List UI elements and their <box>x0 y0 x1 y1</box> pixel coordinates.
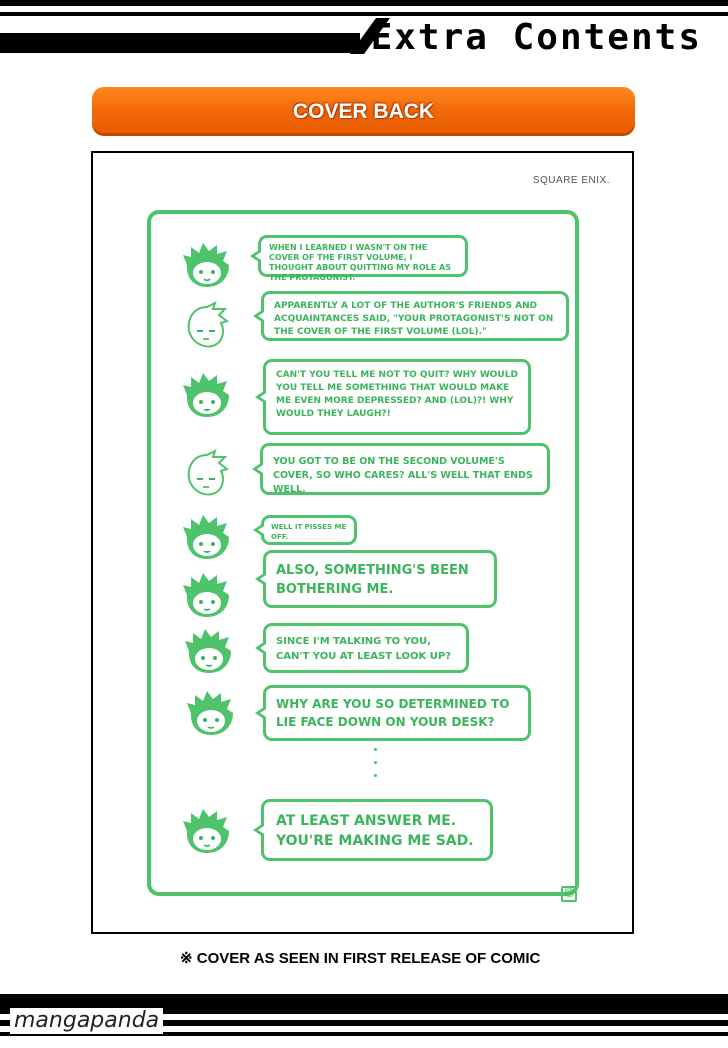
header-stripe <box>0 12 728 16</box>
chat-bubble: WELL IT PISSES ME OFF. <box>261 515 357 545</box>
chat-bubble: WHY ARE YOU SO DETERMINED TO LIE FACE DOWN ON YOUR DESK? <box>263 685 531 741</box>
chat-bubble: CAN'T YOU TELL ME NOT TO QUIT? WHY WOULD YOU TELL ME SOMETHING THAT WOULD MAKE ME EVEN MORE DEPRESSED? AND (LOL)?! WHY WOULD THEY LAUGH?! <box>263 359 531 435</box>
chat-bubble: YOU GOT TO BE ON THE SECOND VOLUME'S COVER, SO WHO CARES? ALL'S WELL THAT ENDS WELL. <box>260 443 550 495</box>
watermark-logo: mangapanda <box>10 1008 163 1034</box>
green-hair-character-icon <box>181 241 231 291</box>
banner-label: COVER BACK <box>292 99 435 123</box>
header-stripe <box>0 33 360 53</box>
ellipsis-dots <box>374 748 380 787</box>
publisher-logo: SQUARE ENIX. <box>532 175 610 186</box>
green-hair-character-icon <box>181 513 231 563</box>
green-hair-character-icon <box>181 371 231 421</box>
green-hair-character-icon <box>181 807 231 857</box>
header-stripe <box>0 0 728 6</box>
green-hair-character-icon <box>185 689 235 739</box>
white-hair-character-icon <box>181 301 231 351</box>
chat-bubble: ALSO, SOMETHING'S BEEN BOTHERING ME. <box>263 550 497 608</box>
white-hair-character-icon <box>181 449 231 499</box>
green-hair-character-icon <box>183 627 233 677</box>
chat-bubble: APPARENTLY A LOT OF THE AUTHOR'S FRIENDS AND ACQUAINTANCES SAID, "YOUR PROTAGONIST'S NOT ON THE COVER OF THE FIRST VOLUME (LOL)." <box>261 291 569 341</box>
chat-bubble: SINCE I'M TALKING TO YOU, CAN'T YOU AT LEAST LOOK UP? <box>263 623 469 673</box>
section-banner <box>92 87 635 136</box>
cover-caption: ※ COVER AS SEEN IN FIRST RELEASE OF COMIC <box>180 950 541 967</box>
cover-frame <box>91 151 634 934</box>
chat-bubble: WHEN I LEARNED I WASN'T ON THE COVER OF THE FIRST VOLUME, I THOUGHT ABOUT QUITTING MY ROLE AS THE PROTAGONIST. <box>258 235 468 277</box>
green-hair-character-icon <box>181 571 231 621</box>
artist-stamp: 懸 <box>561 886 577 902</box>
chat-bubble: AT LEAST ANSWER ME. YOU'RE MAKING ME SAD. <box>261 799 493 861</box>
page-title: Extra Contents <box>370 17 702 58</box>
